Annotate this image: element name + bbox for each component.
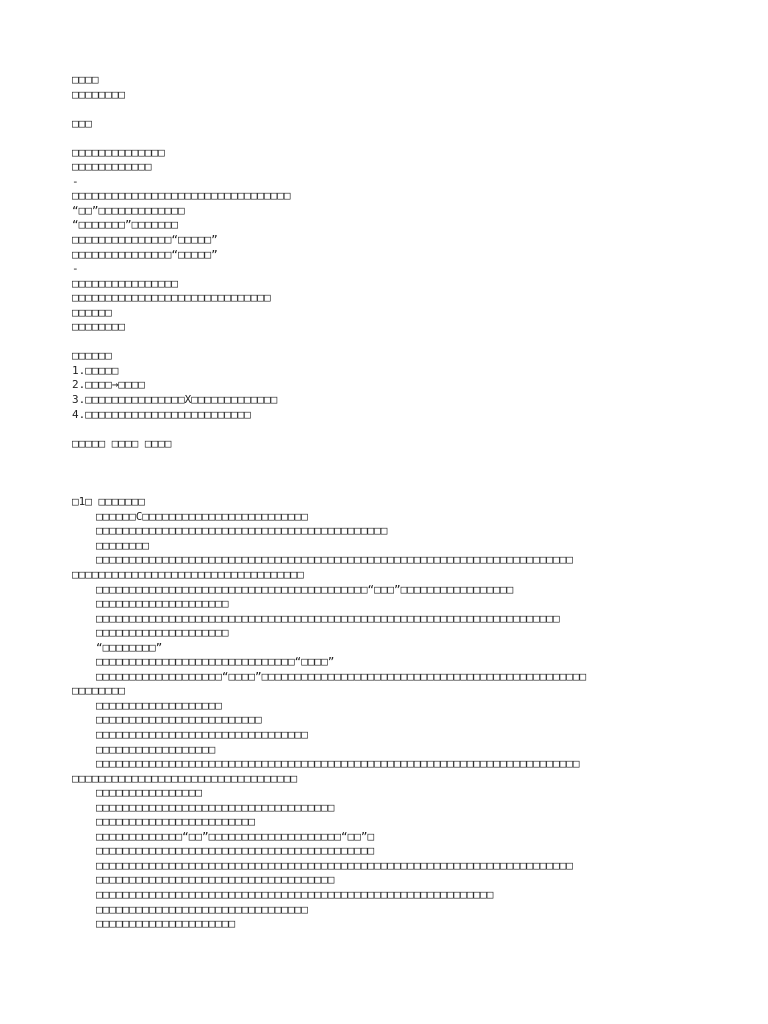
paragraph-line: □□□□□□□□□□□□□□□□□□□□ xyxy=(96,597,229,611)
paragraph-line: □□□□□□□□□□□□□□□□□□□□□□□□□□□□□□□□□□□□□□□□□□ xyxy=(96,844,375,858)
text-line: □□□□□□ xyxy=(72,305,112,319)
spacer xyxy=(72,102,702,117)
paragraph-line: □□□□□□□□□□□□□□□□□□□“□□□□”□□□□□□□□□□□□□□□□□□□□□□□□□□□□□□□□□□□□□□□□□□□□□□□□□ xyxy=(96,669,587,683)
text-line: “□□”□□□□□□□□□□□□□ xyxy=(72,203,185,217)
paragraph-line: □□□□□□□□□□□□□□□□□□□□□□□□□□□□□□□□□□□□□□□□□□□□□□□□□□□□□□□□□□□□□□□□□□□□□□□□ xyxy=(96,553,573,567)
paragraph-line: □□□□□□□□□□□□□□□□□□□□□□□□□□□□□□□□□□□□□□□□□“□□□”□□□□□□□□□□□□□□□□□ xyxy=(96,582,514,596)
paragraph-line: □□□□□□□□□□□□□□□□□□□□□□□□□□□□□□□□□□ xyxy=(72,771,298,785)
separator-dash: - xyxy=(72,262,79,276)
spacer xyxy=(72,451,702,495)
paragraph-line: □□□□□□□□□□□□□“□□”□□□□□□□□□□□□□□□□□□□□“□□”□ xyxy=(96,829,375,843)
text-line: □□□□□□□□ xyxy=(72,320,125,334)
paragraph-line: □□□□□□□□□□□□□□□□□□□□□□□□□□□□□□□□□□□□□□□□□□□□□□□□□□□□□□□□□□□□□□□□□□□□□□□□□ xyxy=(96,757,580,771)
footer-line: □□□□□ □□□□ □□□□ xyxy=(72,436,172,450)
text-line: □□□□□□□□□□□□□□□□□□□□□□□□□□□□□□ xyxy=(72,291,271,305)
paragraph-line: □□□□□□□□□□□□□□□□□□□□□□□□□□□□□□□□□□□□□□□□□□□□□□□□□□□□□□□□□□□□□□□□□□□□□□□□ xyxy=(96,858,573,872)
text-line: □□□□□□□□□□□□ xyxy=(72,160,152,174)
paragraph-line: □□□□□□□□□□□□□□□□□□□□□ xyxy=(96,917,236,931)
list-item: 2.□□□□→□□□□ xyxy=(72,378,145,392)
paragraph-line: □□□□□□□□□□□□□□□□□□□□□□□□□□□□□□□□ xyxy=(96,727,308,741)
paragraph-line: □□□□□□□□□□□□□□□□ xyxy=(96,786,202,800)
paragraph-line: □□□□□□□□□□□□□□□□□□□□□□□□□□□□□□“□□□□” xyxy=(96,655,335,669)
separator-dash: - xyxy=(72,174,79,188)
toc-label: □□□ xyxy=(72,116,92,130)
text-line: □□□□□□□□□□□□□□□“□□□□□” xyxy=(72,247,218,261)
paragraph-line: □□□□□□□□□□□□□□□□□□□□□□□□□□□□□□□□□□□□ xyxy=(96,873,335,887)
document-page xyxy=(72,73,702,932)
paragraph-line: □□□□□□□□□□□□□□□□□□□ xyxy=(96,698,222,712)
paragraph-line: □□□□□□□□□□□□□□□□□□□□ xyxy=(96,626,229,640)
paragraph-line: “□□□□□□□□” xyxy=(96,640,163,654)
list-item: 4.□□□□□□□□□□□□□□□□□□□□□□□□□ xyxy=(72,407,251,421)
paragraph-line: □□□□□□□□□□□□□□□□□□□□□□□□□□□□□□□□□□□□□□□□□□□□□□□□□□□□□□□□□□□□□□□□□□□□□□ xyxy=(96,611,560,625)
paragraph-line: □□□□□□□□□□□□□□□□□□□□□□□□□□□□□□□□□□□ xyxy=(72,567,304,581)
text-line: “□□□□□□□”□□□□□□□ xyxy=(72,218,178,232)
list-item: 1.□□□□□ xyxy=(72,363,119,377)
paragraph-line: □□□□□□C□□□□□□□□□□□□□□□□□□□□□□□□□ xyxy=(96,509,308,523)
list-title: □□□□□□ xyxy=(72,349,112,363)
text-line: □□□□□□□□□□□□□□ xyxy=(72,145,165,159)
paragraph-line: □□□□□□□□□□□□□□□□□□ xyxy=(96,742,216,756)
header-line: □□□□□□□□ xyxy=(72,87,125,101)
paragraph-line: □□□□□□□□ xyxy=(96,538,149,552)
header-block xyxy=(72,73,702,102)
paragraph-line: □□□□□□□□□□□□□□□□□□□□□□□□□□□□□□□□ xyxy=(96,902,308,916)
numbered-list xyxy=(72,349,702,422)
paragraph-line: □□□□□□□□□□□□□□□□□□□□□□□□□□□□□□□□□□□□ xyxy=(96,800,335,814)
chapter-section xyxy=(72,495,702,931)
spacer xyxy=(72,422,702,437)
paragraph-line: □□□□□□□□□□□□□□□□□□□□□□□□□□□□□□□□□□□□□□□□□□□□□□□□□□□□□□□□□□□□ xyxy=(96,887,494,901)
list-item: 3.□□□□□□□□□□□□□□□X□□□□□□□□□□□□□ xyxy=(72,393,278,407)
paragraph-line: □□□□□□□□□□□□□□□□□□□□□□□□□□□□□□□□□□□□□□□□□□□□ xyxy=(96,524,388,538)
header-line: □□□□ xyxy=(72,73,99,86)
text-line: □□□□□□□□□□□□□□□“□□□□□” xyxy=(72,233,218,247)
spacer xyxy=(72,335,702,350)
paragraph-line: □□□□□□□□ xyxy=(72,684,125,698)
chapter-heading: □1□ □□□□□□□ xyxy=(72,495,145,509)
metadata-block xyxy=(72,146,702,335)
text-line: □□□□□□□□□□□□□□□□□□□□□□□□□□□□□□□□□ xyxy=(72,189,291,203)
paragraph-line: □□□□□□□□□□□□□□□□□□□□□□□□□ xyxy=(96,713,262,727)
spacer xyxy=(72,131,702,146)
paragraph-line: □□□□□□□□□□□□□□□□□□□□□□□□ xyxy=(96,815,255,829)
text-line: □□□□□□□□□□□□□□□□ xyxy=(72,276,178,290)
chapter-body xyxy=(72,510,702,932)
